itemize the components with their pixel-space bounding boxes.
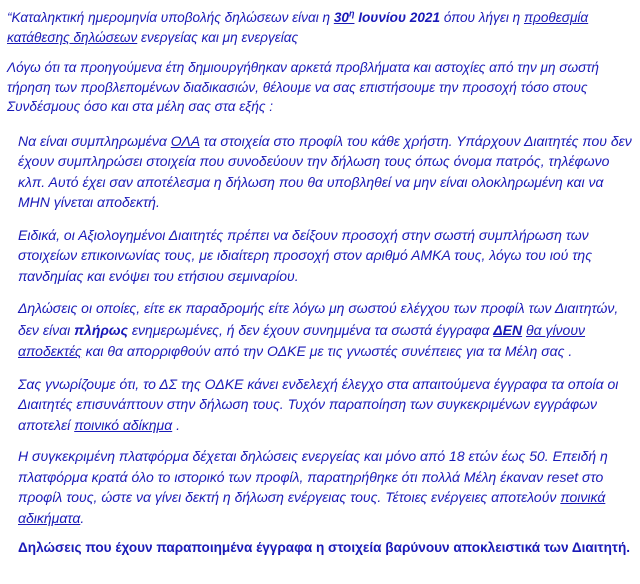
item3-text-post: και θα απορριφθούν από την ΟΔΚΕ με τις γνωστές συνέπειες για τα Μέλη σας . [81, 343, 573, 359]
item5-text-pre: Η συγκεκριμένη πλατφόρμα δέχεται δηλώσεις ενεργείας και μόνο από 18 ετών έως 50. Επειδή η πλατφόρμα κρατά όλο το ιστορικό των προφίλ, παρατηρήθηκε ότι πολλά Μέλη έκαναν reset στο προφίλ τους, ώστε να γίνει δεκτή η δήλωση ενέργειας τους. Τέτοιες ενέργειες αποτελούν [18, 448, 608, 505]
item1-text-pre: Να είναι συμπληρωμένα [18, 132, 171, 149]
item4-text-post: . [172, 416, 180, 433]
deadline-day-number: 30 [333, 10, 349, 25]
deadline-paragraph [7, 8, 634, 47]
item5-link-criminal-offences[interactable]: ποινικά αδικήματα [18, 489, 606, 526]
deadline-month: Ιουνίου 2021 [354, 10, 441, 25]
deadline-text-pre: “Καταληκτική ημερομηνία υποβολής δηλώσεων είναι η [7, 10, 334, 25]
deadline-day [334, 10, 355, 25]
notice-item-contact-details: Ειδικά, οι Αξιολογημένοι Διαιτητές πρέπει να δείξουν προσοχή στην σωστή συμπλήρωση των στοιχείων επικοινωνίας τους, με ιδιαίτερη προσοχή στον αριθμό ΑΜΚΑ τους, λόγω του ιού της πανδημίας και ενόψει του ετήσιου σεμιναρίου. [18, 226, 593, 284]
item4-link-criminal-offence[interactable]: ποινικό αδίκημα [74, 416, 173, 433]
item3-bold-fully: πλήρως [74, 321, 128, 338]
deadline-text-post: ενεργείας και μη ενεργείας [137, 29, 299, 45]
item1-text-post: τα στοιχεία στο προφίλ του κάθε χρήστη. Υπάρχουν Διαιτητές που δεν έχουν συμπληρώσει στοιχεία που συνοδεύουν την δήλωση τους όπως όνομα πατρός, τηλέφωνο κλπ. Αυτό έχει σαν αποτέλεσμα η δήλωση που θα υποβληθεί να μην είναι ολοκληρωμένη και να ΜΗΝ γίνεται αποδεκτή. [18, 132, 632, 210]
item3-text-mid: ενημερωμένες, ή δεν έχουν συνημμένα τα σωστά έγγραφα [128, 321, 494, 338]
item3-bold-not: ΔΕΝ [493, 321, 523, 338]
item4-text-pre: Σας γνωρίζουμε ότι, το ΔΣ της ΟΔΚΕ κάνει ενδελεχή έλεγχο στα απαιτούμενα έγγραφα τα οποία οι Διαιτητές επισυνάπτουν στην δήλωση τους. Τυχόν παραποίηση των συγκεκριμένων εγγράφων αποτελεί [18, 375, 619, 433]
notice-item-incomplete-declarations [18, 298, 634, 363]
deadline-day-suffix: η [348, 8, 355, 19]
item3-link-accepted[interactable]: θα γίνουν αποδεκτές [18, 321, 586, 359]
item5-text-post: . [80, 509, 85, 526]
notice-item-document-check [18, 374, 634, 436]
intro-paragraph: Λόγω ότι τα προηγούμενα έτη δημιουργήθηκαν αρκετά προβλήματα και αστοχίες από την μη σωστή τήρηση των προβλεπομένων διαδικασιών, θέλουμε να σας επιστήσουμε την προσοχή τόσο στους Συνδέσμους όσο και στα μέλη σας στα εξής : [7, 60, 599, 114]
notice-items [7, 131, 634, 559]
item1-link-all[interactable]: ΟΛΑ [170, 132, 200, 149]
item3-text-pre: Δηλώσεις οι οποίες, είτε εκ παραδρομής είτε λόγω μη σωστού ελέγχου των προφίλ των Διαιτητών, δεν είναι [18, 300, 619, 338]
notice-item-age-limits [18, 446, 634, 528]
deadline-text-mid: όπου λήγει η [440, 10, 524, 25]
deadline-link[interactable]: προθεσμία κατάθεσης δηλώσεων [7, 10, 589, 45]
warning-statement: Δηλώσεις που έχουν παραποιημένα έγγραφα η στοιχεία βαρύνουν αποκλειστικά των Διαιτητή. [18, 540, 631, 555]
notice-item-profile-fields [18, 131, 634, 213]
